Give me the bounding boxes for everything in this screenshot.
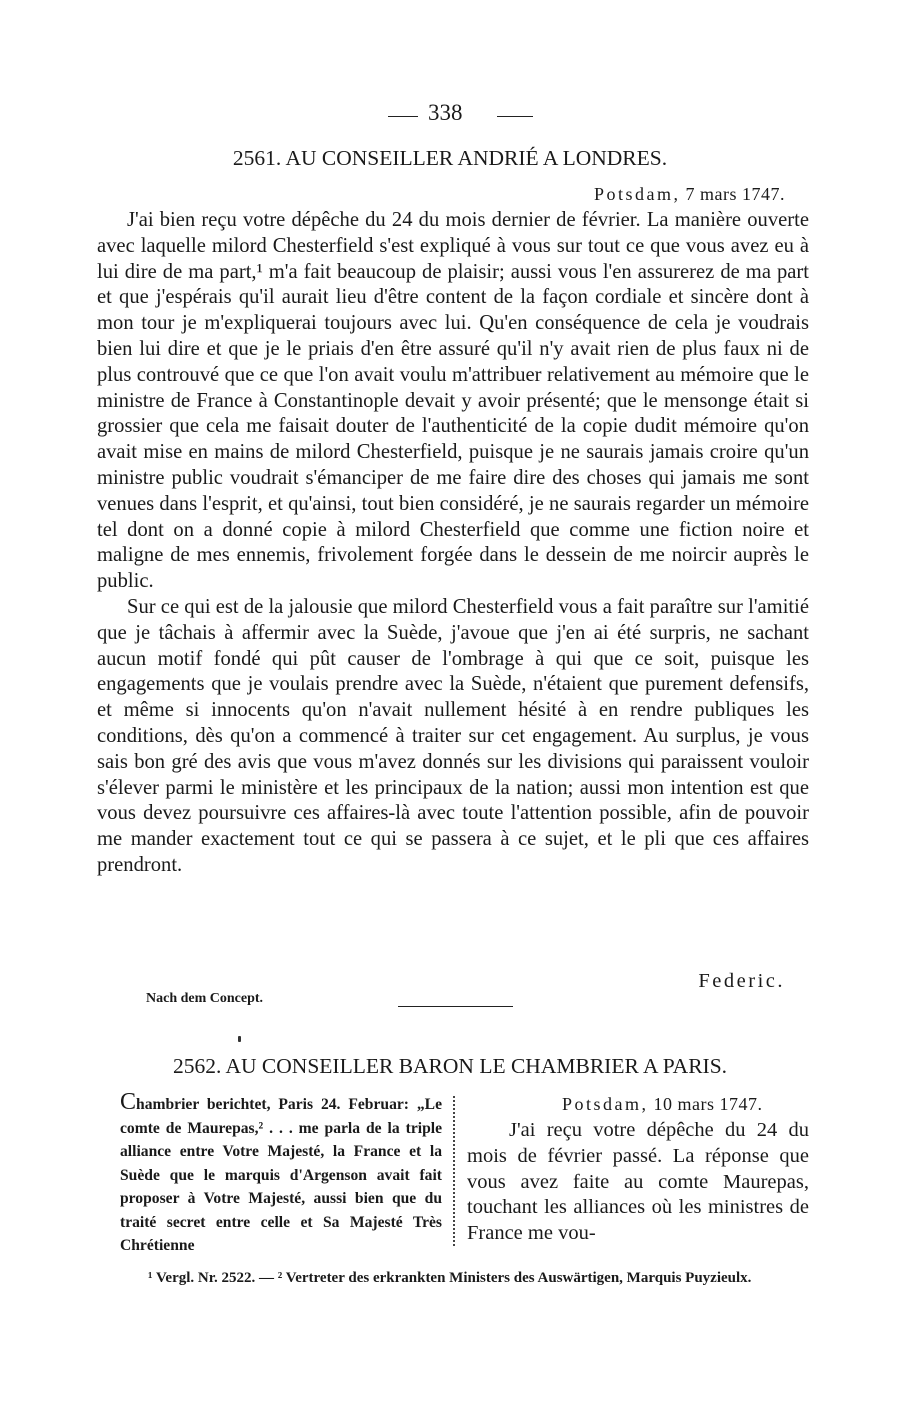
print-speck — [238, 1036, 241, 1042]
letter-2561-body — [97, 208, 809, 879]
letter-2562-date: 10 mars 1747. — [653, 1094, 763, 1114]
letter-2561-paragraph-1: J'ai bien reçu votre dépêche du 24 du mois dernier de février. La manière ouverte avec laquelle milord Chesterfield s'est expliqué à vous sur tout ce que vous avez eu à lui dire de ma part,¹ m'a fait beaucoup de plaisir; aussi vous l'en assurerez de ma part et que j'espérais qu'il aurait lieu d'être content de la façon cordiale et sincère dont à mon tour je m'expliquerai toujours avec lui. Qu'en conséquence de cela je voudrais bien lui dire et que je le priais d'en être assuré qu'il n'y avait rien de plus faux ni de plus controuvé que ce que l'on avait voulu m'attribuer relativement au mémoire que le ministre de France à Constantinople devait y avoir présenté; que le mensonge était si grossier que cela me faisait douter de l'authenticité de la copie dudit mémoire qu'on avait mise en mains de milord Chesterfield, puisque je ne saurais jamais croire qu'un ministre public voudrait s'émanciper de me faire dire des choses qui jamais me sont venues dans l'esprit, et qu'ainsi, tout bien considéré, je ne saurais regarder un mémoire tel dont on a donné copie à milord Chesterfield que comme une fiction noire et maligne de mes ennemis, frivolement forgée dans le dessein de me noircir auprès le public. — [97, 209, 809, 593]
letter-2562-summary-column — [120, 1089, 442, 1258]
letter-2562-place: Potsdam, — [562, 1094, 649, 1114]
footnotes: ¹ Vergl. Nr. 2522. — ² Vertreter des erkrankten Ministers des Auswärtigen, Marquis Puyzieulx. — [148, 1270, 752, 1286]
page-number: 338 — [428, 100, 463, 125]
letter-2562-reply-text: J'ai reçu votre dépêche du 24 du mois de février passé. La réponse que vous avez faite au comte Maurepas, touchant les alliances où les ministres de France me vou- — [467, 1119, 809, 1245]
letter-2562-title: 2562. AU CONSEILLER BARON LE CHAMBRIER A PARIS. — [172, 1054, 728, 1078]
letter-2561-signature: Federic. — [698, 970, 785, 992]
summary-initial-letter: C — [120, 1089, 137, 1115]
letter-2561-place: Potsdam, — [593, 184, 681, 204]
letter-2561-title: 2561. AU CONSEILLER ANDRIÉ A LONDRES. — [232, 146, 668, 170]
column-divider-dotted — [453, 1096, 455, 1246]
letter-2561-source-note: Nach dem Concept. — [146, 991, 264, 1006]
header-dash-left — [388, 116, 418, 117]
letter-2562-dateline — [562, 1094, 763, 1115]
letter-2562-reply-column — [467, 1118, 809, 1247]
letter-2562-summary-text: hambrier berichtet, Paris 24. Februar: „Le comte de Maurepas,² . . . me parla de la triple alliance entre Votre Majesté, la France et la Suède que le marquis d'Argenson avait fait proposer à Votre Majesté, aussi bien que du traité secret entre celle et Sa Majesté Très Chrétienne — [120, 1096, 442, 1254]
letter-2561-dateline — [594, 184, 785, 205]
letter-2561-date: 7 mars 1747. — [685, 184, 785, 204]
letter-2561-paragraph-2: Sur ce qui est de la jalousie que milord Chesterfield vous a fait paraître sur l'amitié que je tâchais à affermir avec la Suède, j'avoue que j'en ai été surpris, ne sachant aucun motif fondé qui pût causer de l'ombrage à qui que ce soit, puisque les engagements que je voulais prendre avec la Suède, n'étaient que purement defensifs, et même si innocents qu'on n'avait nullement hésité à en rendre publiques les conditions, dès qu'on a commencé à traiter sur cet engagement. Au surplus, je vous sais bon gré des avis que vous m'avez donnés sur les divisions qui paraissent vouloir s'élever parmi le ministère et les principaux de la nation; aussi mon intention est que vous devez poursuivre ces affaires-là avec toute l'attention possible, afin de pouvoir me mander exactement tout ce qui se passera à ce sujet, et le pli que ces affaires prendront. — [97, 595, 809, 876]
header-dash-right — [497, 116, 533, 117]
page-header — [0, 100, 900, 130]
section-separator-rule — [398, 1006, 513, 1007]
